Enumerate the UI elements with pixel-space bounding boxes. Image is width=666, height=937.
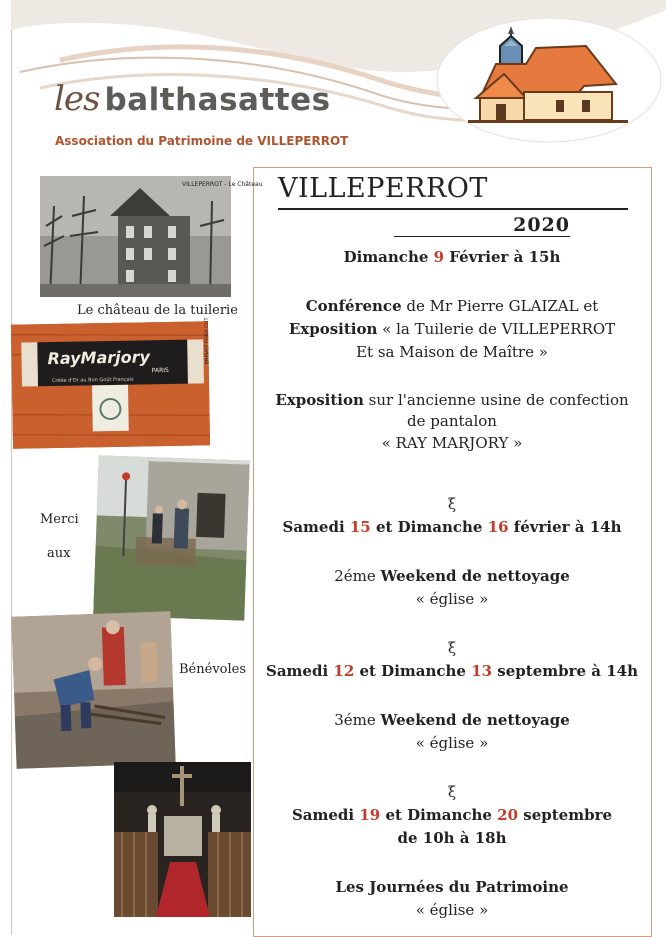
church-interior-photo	[114, 762, 251, 917]
caption-chateau: Le château de la tuilerie	[77, 303, 238, 318]
caption-benevoles: Bénévoles	[179, 662, 247, 677]
label-side: BREVET FORX CUT	[203, 317, 211, 365]
year-heading: 2020	[394, 214, 570, 237]
title-block	[278, 172, 628, 236]
chateau-photo	[40, 176, 263, 297]
church-icon	[466, 26, 636, 126]
postcard-caption: VILLEPERROT - Le Château	[182, 181, 263, 188]
event-place: « église »	[415, 590, 489, 608]
logo-name: balthasattes	[104, 82, 331, 118]
event-date: Samedi 12 et Dimanche 13 septembre à 14h	[266, 662, 638, 680]
label-sub: Créée d'Or au Bon Goût Français	[51, 376, 134, 385]
logo-les: les	[54, 79, 100, 119]
label-brand: RayMarjory	[47, 347, 151, 369]
volunteers-outside-photo	[93, 455, 249, 620]
caption-aux: aux	[47, 546, 71, 561]
event-time: de 10h à 18h	[397, 829, 507, 847]
event-date: Dimanche 9 Février à 15h	[343, 248, 561, 266]
exposition-2-line: Exposition sur l'ancienne usine de confection de pantalon	[275, 391, 629, 430]
events-list	[254, 245, 650, 922]
event-activity: 3éme Weekend de nettoyage	[334, 711, 570, 729]
exposition-line: Exposition « la Tuilerie de VILLEPERROT	[288, 320, 616, 338]
exposition-line-2: Et sa Maison de Maître »	[356, 343, 548, 361]
event-activity: Les Journées du Patrimoine	[335, 878, 569, 896]
event-activity: 2éme Weekend de nettoyage	[334, 567, 570, 585]
association-subtitle: Association du Patrimoine de VILLEPERROT	[55, 134, 349, 148]
separator: ξ	[447, 639, 457, 657]
event-place: « église »	[415, 901, 489, 919]
separator: ξ	[447, 783, 457, 801]
volunteer-inside-photo	[11, 611, 175, 768]
logo	[54, 79, 331, 119]
ray-marjory-label-photo	[11, 317, 211, 448]
page-title: VILLEPERROT	[278, 172, 628, 210]
event-date: Samedi 15 et Dimanche 16 février à 14h	[282, 518, 622, 536]
header	[0, 0, 666, 160]
label-paris: PARIS	[151, 366, 169, 375]
exposition-2-line-2: « RAY MARJORY »	[381, 434, 523, 452]
separator: ξ	[447, 495, 457, 513]
conference-line: Conférence de Mr Pierre GLAIZAL et	[305, 297, 599, 315]
event-place: « église »	[415, 734, 489, 752]
caption-merci: Merci	[40, 512, 79, 527]
event-date: Samedi 19 et Dimanche 20 septembre	[291, 806, 613, 824]
